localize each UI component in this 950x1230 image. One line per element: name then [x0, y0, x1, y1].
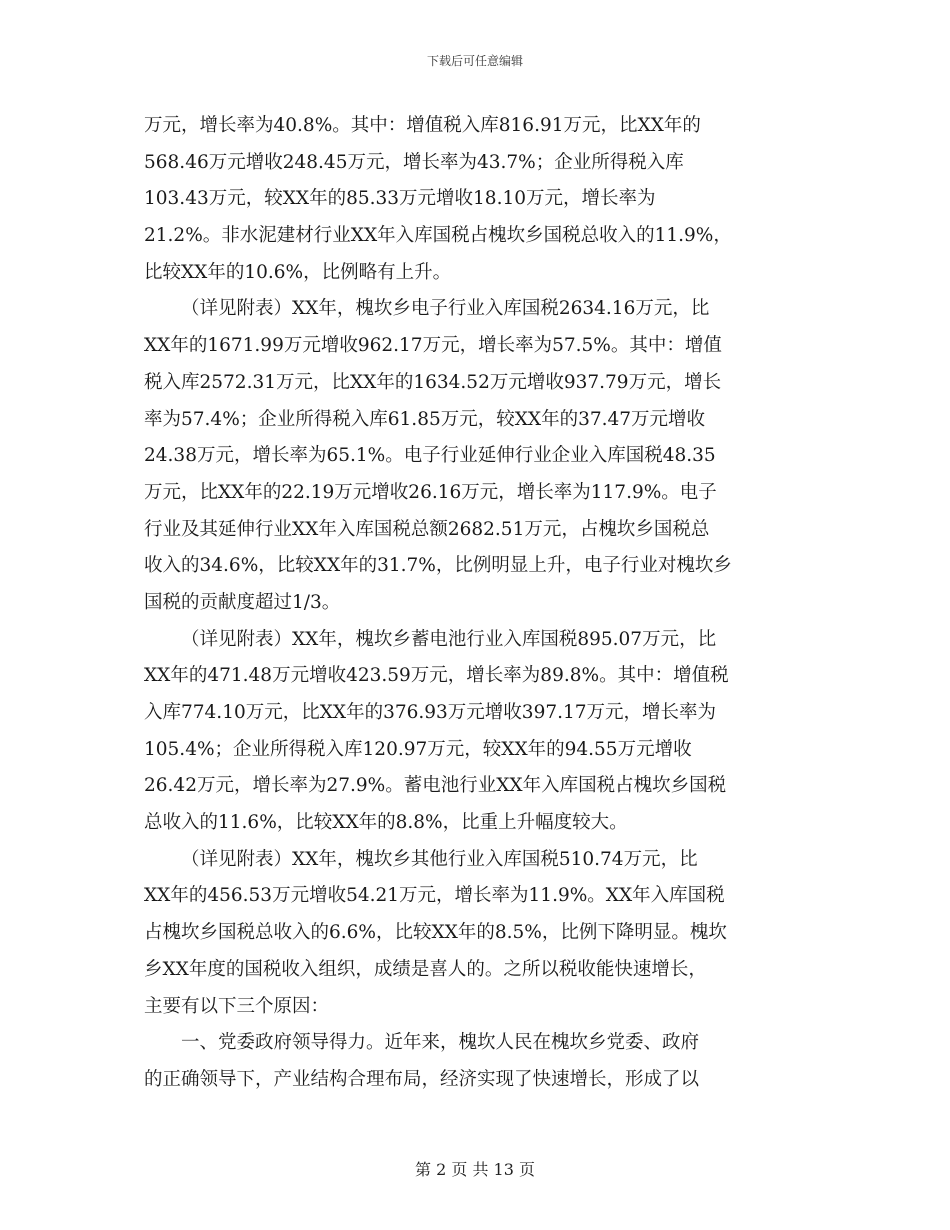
page-header: 下载后可任意编辑: [426, 54, 523, 68]
paragraph-start-line: （详见附表）XX年，槐坎乡电子行业入库国税2634.16万元，比: [181, 298, 710, 320]
body-line: 总收入的11.6%，比较XX年的8.8%，比重上升幅度较大。: [144, 812, 628, 834]
document-body: [144, 108, 814, 1099]
body-line: 行业及其延伸行业XX年入库国税总额2682.51万元，占槐坎乡国税总: [144, 518, 710, 540]
body-line: 入库774.10万元，比XX年的376.93万元增收397.17万元，增长率为: [144, 702, 717, 723]
body-line: 26.42万元，增长率为27.9%。蓄电池行业XX年入库国税占槐坎乡国税: [144, 775, 727, 797]
body-line: 568.46万元增收248.45万元，增长率为43.7%；企业所得税入库: [144, 151, 684, 173]
body-line: 占槐坎乡国税总收入的6.6%，比较XX年的8.5%，比例下降明显。槐坎: [144, 922, 727, 944]
body-line: 主要有以下三个原因：: [144, 995, 330, 1017]
body-line: 105.4%；企业所得税入库120.97万元，较XX年的94.55万元增收: [144, 738, 692, 760]
body-line: 税入库2572.31万元，比XX年的1634.52万元增收937.79万元，增长: [144, 371, 722, 393]
body-line: 万元，比XX年的22.19万元增收26.16万元，增长率为117.9%。电子: [144, 481, 717, 503]
body-line: XX年的1671.99万元增收962.17万元，增长率为57.5%。其中：增值: [144, 335, 722, 357]
paragraph-start-line: （详见附表）XX年，槐坎乡其他行业入库国税510.74万元，比: [181, 848, 698, 870]
body-line: 万元，增长率为40.8%。其中：增值税入库816.91万元，比XX年的: [144, 115, 701, 136]
body-line: XX年的471.48万元增收423.59万元，增长率为89.8%。其中：增值税: [144, 665, 729, 687]
paragraph-start-line: （详见附表）XX年，槐坎乡蓄电池行业入库国税895.07万元，比: [181, 628, 717, 650]
body-line: 103.43万元，较XX年的85.33万元增收18.10万元，增长率为: [144, 188, 656, 210]
body-line: 24.38万元，增长率为65.1%。电子行业延伸行业企业入库国税48.35: [144, 445, 716, 467]
body-line: 21.2%。非水泥建材行业XX年入库国税占槐坎乡国税总收入的11.9%，: [144, 225, 732, 247]
body-line: 国税的贡献度超过1/3。: [144, 591, 341, 613]
body-line: 收入的34.6%，比较XX年的31.7%，比例明显上升，电子行业对槐坎乡: [144, 555, 732, 577]
body-line: 比较XX年的10.6%，比例略有上升。: [144, 261, 452, 283]
body-line: 的正确领导下，产业结构合理布局，经济实现了快速增长，形成了以: [144, 1068, 700, 1090]
body-line: 率为57.4%；企业所得税入库61.85万元，较XX年的37.47万元增收: [144, 408, 706, 430]
body-line: 乡XX年度的国税收入组织，成绩是喜人的。之所以税收能快速增长，: [144, 958, 707, 980]
page-footer: 第 2 页 共 13 页: [415, 1160, 535, 1179]
body-line: XX年的456.53万元增收54.21万元，增长率为11.9%。XX年入库国税: [144, 885, 725, 907]
paragraph-start-line: 一、党委政府领导得力。近年来，槐坎人民在槐坎乡党委、政府: [181, 1032, 700, 1054]
